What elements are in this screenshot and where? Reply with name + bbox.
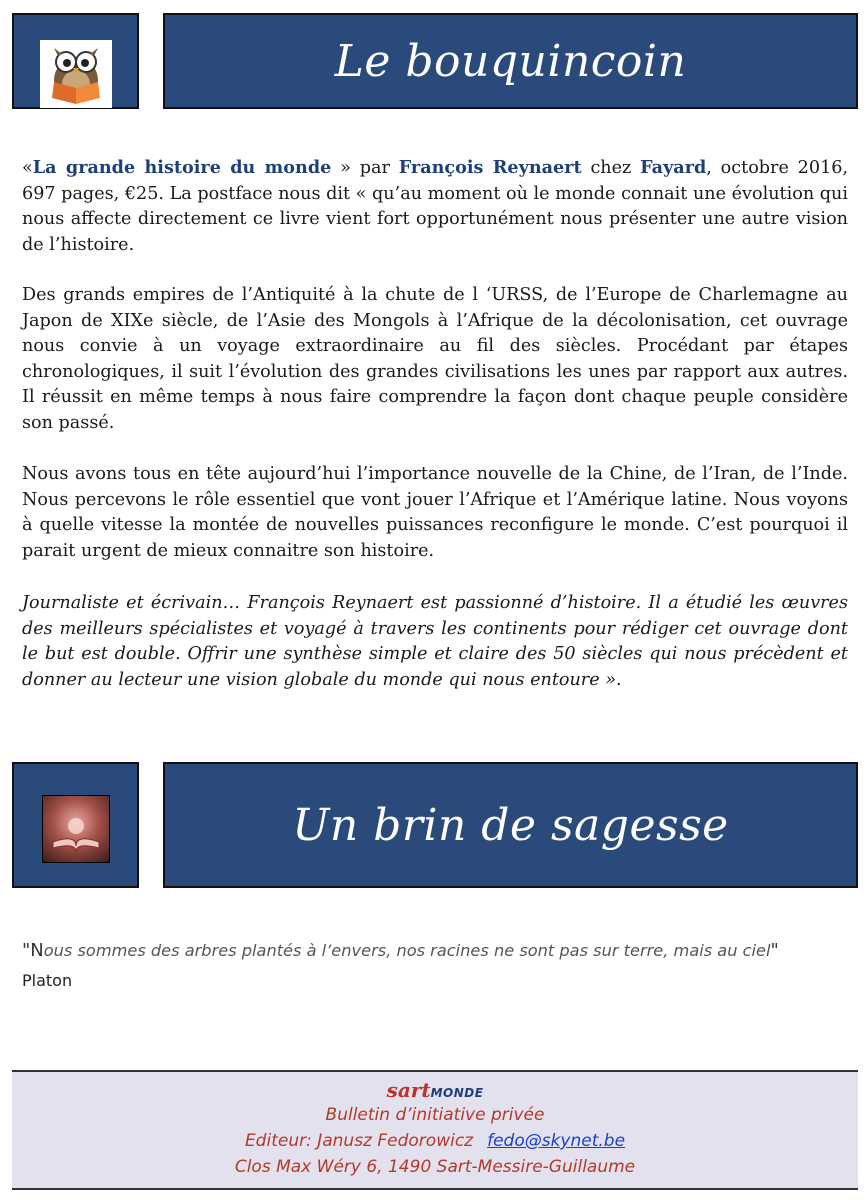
quote-open: « <box>22 158 33 178</box>
sartmonde-logo <box>12 1078 858 1102</box>
p1-rest: , octobre 2016, 697 pages, €25. La postface nous dit « qu’au moment où le monde connait une évolution qui nous affecte directement ce livre vient fort opportunément nous présenter une autre vision de l’histoire. <box>22 158 849 255</box>
bulletin-line: Bulletin d’initiative privée <box>325 1105 545 1125</box>
quote-close: » <box>340 158 351 178</box>
quote-author: Platon <box>22 971 73 990</box>
article-paragraph-4: Journaliste et écrivain… François Reynaert est passionné d’histoire. Il a étudié les œuvres des meilleurs spécialistes et voyagé à travers les continents pour rédiger cet ouvrage dont le but est double. Offrir une synthèse simple et claire des 50 siècles qui nous précèdent et donner au lecteur une vision globale du monde qui nous entoure ». <box>22 593 848 690</box>
bouquincoin-title-bar <box>163 13 858 109</box>
quote-first-letter: N <box>30 940 44 961</box>
quote-text: ous sommes des arbres plantés à l’envers, nos racines ne sont pas sur terre, mais au ciel <box>43 941 771 960</box>
at-word: chez <box>590 158 632 178</box>
wisdom-quote <box>22 940 852 961</box>
sagesse-icon-box <box>12 762 139 888</box>
quote-mark-open: " <box>22 940 31 961</box>
bouquincoin-icon-box <box>12 13 139 109</box>
section-title-2: Un brin de sagesse <box>292 799 729 851</box>
article-paragraph-1 <box>22 155 848 258</box>
article-paragraph-3: Nous avons tous en tête aujourd’hui l’importance nouvelle de la Chine, de l’Iran, de l’Inde. Nous percevons le rôle essentiel que vont jouer l’Afrique et l’Amérique latine. Nous voyons à quelle vitesse la montée de nouvelles puissances reconfigure le monde. C’est pourquoi il parait urgent de mieux connaitre son histoire. <box>22 464 848 561</box>
article-paragraph-2: Des grands empires de l’Antiquité à la chute de l ‘URSS, de l’Europe de Charlemagne au Japon de XIXe siècle, de l’Asie des Mongols à l’Afrique de la décolonisation, cet ouvrage nous convie à un voyage extraordinaire au fil des siècles. Procédant par étapes chronologiques, il suit l’évolution des grandes civilisations les unes par rapport aux autres. Il réussit en même temps à nous faire comprendre la façon dont chaque peuple considère son passé. <box>22 285 848 433</box>
owl-reading-book-icon <box>40 40 112 108</box>
sagesse-title-bar <box>163 762 858 888</box>
address-line: Clos Max Wéry 6, 1490 Sart-Messire-Guillaume <box>234 1157 636 1177</box>
section-title: Le bouquincoin <box>334 35 687 87</box>
logo-part-sart: sart <box>386 1078 431 1102</box>
by-word: par <box>359 158 390 178</box>
book-publisher: Fayard <box>640 157 707 178</box>
editor-label: Editeur: Janusz Fedorowicz <box>244 1131 474 1151</box>
logo-part-monde: MONDE <box>430 1086 484 1100</box>
book-author: François Reynaert <box>398 157 582 178</box>
book-title: La grande histoire du monde <box>32 157 332 178</box>
email-link[interactable]: fedo@skynet.be <box>487 1131 626 1151</box>
footer <box>12 1070 858 1190</box>
editor-line <box>12 1128 858 1154</box>
quote-mark-close: " <box>770 940 779 961</box>
open-book-glow-icon <box>42 795 110 863</box>
